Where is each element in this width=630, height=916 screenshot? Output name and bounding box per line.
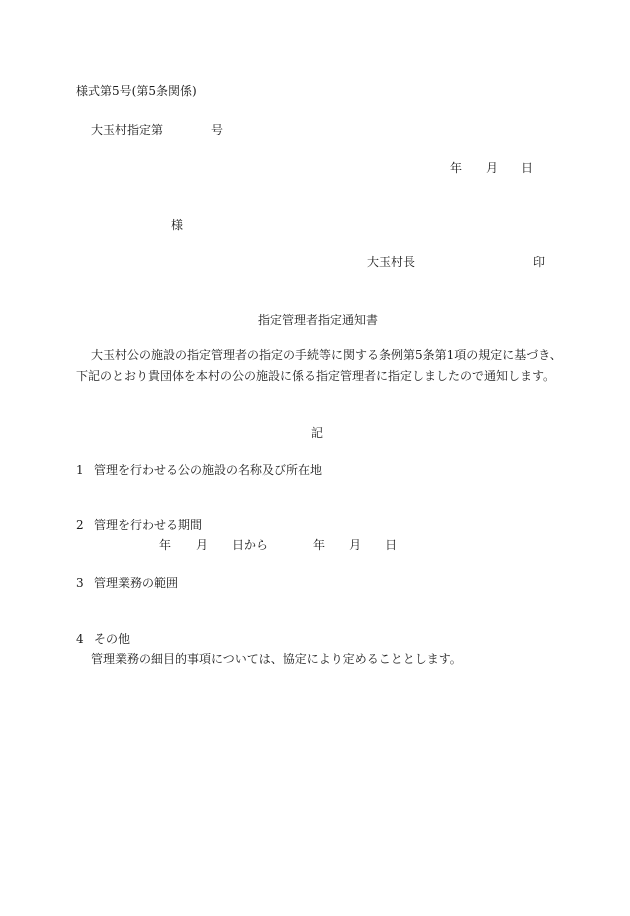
ki-heading: 記: [311, 426, 324, 440]
reference-number: [91, 123, 223, 137]
period-start-year: 年: [159, 538, 172, 552]
addressee: 様: [171, 218, 184, 232]
item-number: 4: [76, 632, 84, 646]
period-end-month: 月: [349, 538, 362, 552]
item-1: [76, 463, 322, 477]
item-4: [76, 632, 130, 646]
seal-mark: 印: [533, 255, 546, 269]
period-start-day: 日から: [232, 538, 269, 552]
item-label: 管理業務の範囲: [94, 576, 179, 590]
form-label: 様式第5号(第5条関係): [76, 84, 197, 98]
item-2: [76, 518, 202, 532]
reference-suffix: 号: [211, 123, 224, 137]
item-number: 2: [76, 518, 84, 532]
date-day: 日: [521, 161, 534, 175]
item-label: その他: [94, 632, 131, 646]
period-end-year: 年: [313, 538, 326, 552]
item-number: 3: [76, 576, 84, 590]
item-number: 1: [76, 463, 84, 477]
item-label: 管理を行わせる公の施設の名称及び所在地: [94, 463, 323, 477]
sender-name: 大玉村長: [367, 255, 416, 269]
reference-prefix: 大玉村指定第: [91, 123, 164, 137]
period-dates: [159, 538, 397, 552]
other-text: 管理業務の細目的事項については、協定により定めることとします。: [91, 652, 462, 666]
body-line-2: 下記のとおり貴団体を本村の公の施設に係る指定管理者に指定しましたので通知します。: [76, 369, 556, 383]
sender: [367, 255, 546, 269]
item-3: [76, 576, 178, 590]
body-line-1: 大玉村公の施設の指定管理者の指定の手続等に関する条例第5条第1項の規定に基づき、: [91, 348, 562, 362]
period-end-day: 日: [385, 538, 398, 552]
date-month: 月: [486, 161, 499, 175]
document-title: 指定管理者指定通知書: [258, 313, 379, 327]
issue-date: [450, 161, 533, 175]
item-label: 管理を行わせる期間: [94, 518, 203, 532]
date-year: 年: [450, 161, 463, 175]
period-start-month: 月: [196, 538, 209, 552]
